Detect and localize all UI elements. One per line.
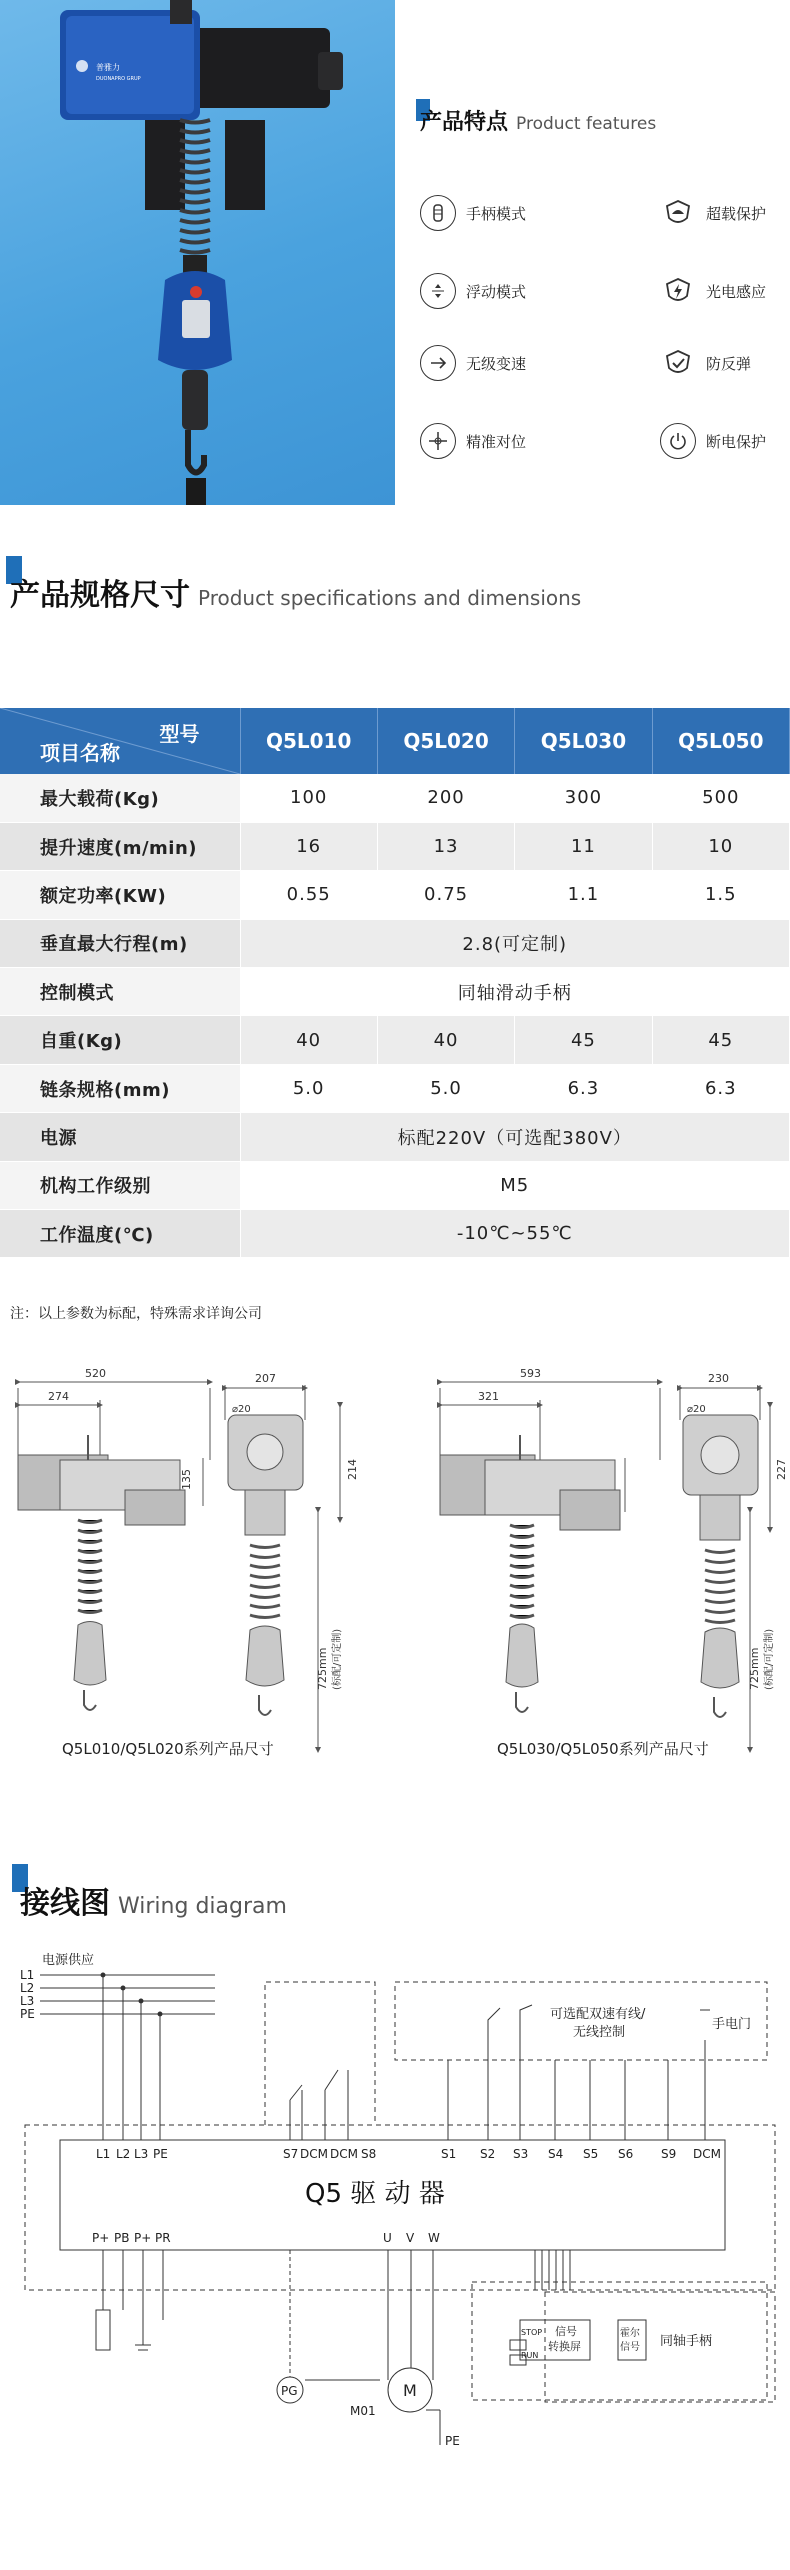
dim-left-part: 274 (48, 1390, 69, 1403)
table-row (0, 1016, 790, 1064)
dim-right-side-height: 227 (775, 1459, 788, 1480)
feature-label: 断电保护 (706, 432, 767, 451)
terminal-label: W (428, 2231, 440, 2245)
bottom-terminals (92, 2231, 440, 2245)
dim-right-stroke: 725mm (748, 1647, 761, 1690)
table-cell: 11 (515, 822, 652, 870)
row-label: 提升速度(m/min) (0, 822, 240, 870)
terminal-label: P+ (92, 2231, 110, 2245)
table-cell-merged: 同轴滑动手柄 (240, 968, 790, 1016)
feature-label: 超载保护 (706, 204, 767, 223)
table-row (0, 1210, 790, 1258)
table-header-row (0, 708, 790, 774)
table-cell-merged: 标配220V（可选配380V） (240, 1113, 790, 1161)
dim-left-caption: Q5L010/Q5L020系列产品尺寸 (62, 1740, 274, 1758)
feature-item-power-off (660, 423, 766, 459)
terminal-label: L3 (134, 2147, 149, 2161)
float-icon (420, 273, 456, 309)
dim-left-angle: ⌀20 (232, 1404, 251, 1415)
model-header: Q5L050 (652, 708, 789, 774)
terminal-label: S4 (548, 2147, 564, 2161)
handle-icon (420, 195, 456, 231)
feature-label: 精准对位 (466, 432, 527, 451)
run-label: RUN (521, 2351, 539, 2360)
table-cell: 1.1 (515, 871, 652, 919)
specs-note: 注：以上参数为标配，特殊需求详询公司 (10, 1306, 262, 1322)
feature-item-photoelectric (660, 273, 766, 309)
overload-icon (660, 195, 696, 231)
dim-right-stroke-note: (标配/可定制) (764, 1628, 775, 1690)
stop-label: STOP (521, 2328, 543, 2337)
row-label: 自重(Kg) (0, 1016, 240, 1064)
table-cell: 0.75 (377, 871, 514, 919)
hall-label-1: 霍尔 (620, 2328, 640, 2339)
line-label-l3: L3 (20, 1994, 35, 2008)
table-row (0, 1064, 790, 1112)
door-label: 手电门 (712, 2017, 752, 2032)
row-label: 机构工作级别 (0, 1161, 240, 1209)
table-row (0, 1113, 790, 1161)
option-label-2: 无线控制 (573, 2025, 626, 2040)
table-cell: 500 (652, 774, 789, 822)
table-cell: 6.3 (515, 1064, 652, 1112)
hall-label-2: 信号 (620, 2342, 640, 2353)
feature-label: 无级变速 (466, 354, 527, 373)
signal-label-2: 转换屏 (548, 2340, 581, 2353)
dim-right-caption: Q5L030/Q5L050系列产品尺寸 (497, 1740, 709, 1758)
signal-label-1: 信号 (555, 2325, 577, 2338)
feature-item-anti-rebound (660, 345, 751, 381)
table-cell-merged: M5 (240, 1161, 790, 1209)
dim-right-total: 593 (520, 1367, 541, 1380)
table-cell: 200 (377, 774, 514, 822)
feature-label: 手柄模式 (466, 204, 527, 223)
model-header: Q5L020 (377, 708, 514, 774)
feature-item-precise (420, 423, 526, 459)
motor-label: M (403, 2381, 417, 2400)
wiring-title (20, 1878, 287, 1922)
precise-icon (420, 423, 456, 459)
row-label: 工作温度(℃) (0, 1210, 240, 1258)
model-header: Q5L010 (240, 708, 377, 774)
feature-label: 光电感应 (706, 282, 767, 301)
terminal-label: S6 (618, 2147, 634, 2161)
photoelectric-icon (660, 273, 696, 309)
terminal-label: S7 (283, 2147, 299, 2161)
model-header: Q5L030 (515, 708, 652, 774)
table-cell: 13 (377, 822, 514, 870)
table-row (0, 968, 790, 1016)
line-label-l2: L2 (20, 1981, 35, 1995)
product-photo (0, 0, 395, 505)
top-terminals (96, 2147, 721, 2161)
row-label: 额定功率(KW) (0, 871, 240, 919)
table-cell: 1.5 (652, 871, 789, 919)
table-cell: 5.0 (240, 1064, 377, 1112)
handle-label: 同轴手柄 (660, 2334, 713, 2349)
terminal-label: S1 (441, 2147, 457, 2161)
features-title (420, 105, 656, 136)
terminal-label: DCM (693, 2147, 721, 2161)
table-cell: 5.0 (377, 1064, 514, 1112)
table-cell: 45 (515, 1016, 652, 1064)
table-cell: 6.3 (652, 1064, 789, 1112)
wiring-title-cn: 接线图 (20, 1886, 110, 1921)
dim-left-height: 135 (180, 1469, 193, 1490)
hero-section (0, 0, 790, 505)
dim-left-side-width: 207 (255, 1372, 276, 1385)
terminal-label: S5 (583, 2147, 599, 2161)
header-item-label: 项目名称 (40, 741, 120, 765)
table-cell: 40 (377, 1016, 514, 1064)
specs-title-en: Product specifications and dimensions (198, 586, 582, 610)
table-cell: 16 (240, 822, 377, 870)
table-cell: 0.55 (240, 871, 377, 919)
row-label: 链条规格(mm) (0, 1064, 240, 1112)
driver-label: Q5 驱 动 器 (305, 2179, 445, 2209)
terminal-label: V (406, 2231, 415, 2245)
specs-table (0, 708, 790, 1258)
table-cell: 45 (652, 1016, 789, 1064)
power-supply-label: 电源供应 (42, 1953, 95, 1968)
wiring-svg (0, 1940, 790, 2570)
table-cell: 300 (515, 774, 652, 822)
feature-label: 防反弹 (706, 354, 752, 373)
speed-icon (420, 345, 456, 381)
right-side-view (680, 1385, 770, 1750)
hoist-illustration (0, 0, 395, 505)
terminal-label: L1 (96, 2147, 111, 2161)
terminal-label: U (383, 2231, 392, 2245)
table-cell: 100 (240, 774, 377, 822)
pg-label: PG (281, 2384, 298, 2398)
terminal-label: DCM (300, 2147, 328, 2161)
terminal-label: S8 (361, 2147, 377, 2161)
header-model-label: 型号 (159, 722, 200, 746)
brand-logo-text: 普雅力 (96, 63, 120, 72)
dimension-drawings (0, 1360, 790, 1780)
dim-right-part: 321 (478, 1390, 499, 1403)
left-side-view (225, 1385, 340, 1750)
wiring-diagram (0, 1940, 790, 2570)
table-cell-merged: -10℃~55℃ (240, 1210, 790, 1258)
feature-label: 浮动模式 (466, 282, 527, 301)
terminal-label: S3 (513, 2147, 529, 2161)
feature-item-speed (420, 345, 526, 381)
table-cell: 40 (240, 1016, 377, 1064)
features-title-cn: 产品特点 (420, 110, 509, 135)
dim-left-side-height: 214 (346, 1459, 359, 1480)
table-cell-merged: 2.8(可定制) (240, 919, 790, 967)
terminal-label: PR (155, 2231, 171, 2245)
dimensions-section (0, 1360, 790, 1780)
terminal-label: DCM (330, 2147, 358, 2161)
brand-logo-sub: DUONAPRO GRUP (96, 76, 141, 82)
specs-title (10, 570, 581, 614)
feature-item-float (420, 273, 526, 309)
terminal-label: PE (153, 2147, 168, 2161)
terminal-label: S2 (480, 2147, 496, 2161)
terminal-label: S9 (661, 2147, 677, 2161)
dim-right-side-width: 230 (708, 1372, 729, 1385)
anti-rebound-icon (660, 345, 696, 381)
left-hoist-body (18, 1435, 185, 1710)
table-row (0, 871, 790, 919)
wiring-title-en: Wiring diagram (118, 1894, 287, 1919)
terminal-label: L2 (116, 2147, 131, 2161)
option-label-1: 可选配双速有线/ (550, 2007, 646, 2022)
pe-label: PE (445, 2434, 460, 2448)
table-row (0, 1161, 790, 1209)
terminal-label: P+ (134, 2231, 152, 2245)
feature-item-handle (420, 195, 526, 231)
table-corner-header (0, 708, 240, 774)
specs-title-cn: 产品规格尺寸 (10, 578, 190, 613)
row-label: 最大载荷(Kg) (0, 774, 240, 822)
row-label: 电源 (0, 1113, 240, 1161)
right-hoist-body (440, 1435, 620, 1712)
feature-item-overload (660, 195, 766, 231)
table-cell: 10 (652, 822, 789, 870)
dim-left-stroke: 725mm (316, 1647, 329, 1690)
features-title-en: Product features (516, 114, 657, 134)
table-row (0, 822, 790, 870)
dim-right-angle: ⌀20 (687, 1404, 706, 1415)
table-row (0, 919, 790, 967)
row-label: 控制模式 (0, 968, 240, 1016)
terminal-label: PB (114, 2231, 130, 2245)
power-off-icon (660, 423, 696, 459)
motor-id: M01 (350, 2404, 376, 2418)
row-label: 垂直最大行程(m) (0, 919, 240, 967)
line-label-pe: PE (20, 2007, 35, 2021)
line-label-l1: L1 (20, 1968, 35, 1982)
dim-left-total: 520 (85, 1367, 106, 1380)
table-row (0, 774, 790, 822)
dim-left-stroke-note: (标配/可定制) (332, 1628, 343, 1690)
